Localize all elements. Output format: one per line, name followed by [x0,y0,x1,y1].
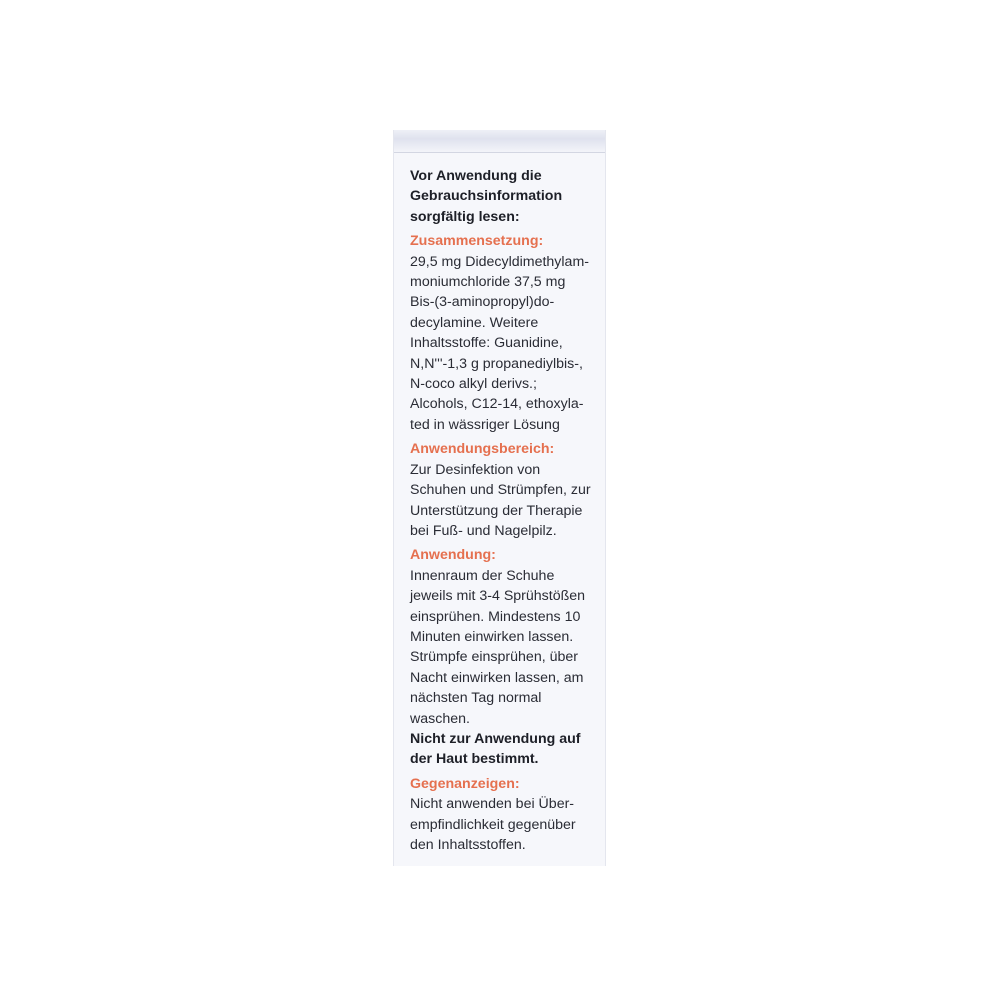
section-line: Zur Desinfektion von [410,461,541,478]
section-composition [410,231,606,435]
section-line: Nicht anwenden bei Über- [410,796,575,813]
section-contraindications [410,774,606,856]
section-line: Innenraum der Schuhe [410,567,555,584]
warning-line: Nicht zur Anwendung auf [410,730,581,747]
section-heading: Zusammensetzung: [410,233,544,250]
package-side-panel [393,130,606,866]
intro-line: Gebrauchsinformation [410,188,563,205]
section-line: Minuten einwirken lassen. [410,628,574,645]
section-line: den Inhaltsstoffen. [410,837,526,853]
section-line: ted in wässriger Lösung [410,416,560,433]
section-line: N,N'''-1,3 g propanediylbis-, [410,355,583,372]
intro-block [410,166,606,227]
section-area-of-use [410,439,606,541]
section-line: waschen. [410,710,470,727]
section-line: N-coco alkyl derivs.; [410,376,537,393]
warning-block [410,729,606,770]
section-line: Bis-(3-aminopropyl)do- [410,294,555,311]
section-application [410,545,606,729]
section-line: einsprühen. Mindestens 10 [410,608,581,625]
section-line: moniumchloride 37,5 mg [410,274,566,291]
intro-line: sorgfältig lesen: [410,208,520,225]
flap-fold-line [394,152,605,153]
package-top-flap [394,130,605,152]
section-line: Alcohols, C12-14, ethoxyla- [410,396,584,413]
section-line: bei Fuß- und Nagelpilz. [410,522,557,539]
warning-line: der Haut bestimmt. [410,751,539,768]
section-line: jeweils mit 3-4 Sprühstößen [410,588,586,605]
section-line: Nacht einwirken lassen, am [410,669,584,686]
section-line: empfindlichkeit gegenüber [410,816,576,833]
section-line: decylamine. Weitere [410,314,539,331]
section-line: nächsten Tag normal [410,690,542,707]
package-text [410,166,606,855]
section-heading: Anwendung: [410,547,496,564]
section-line: Unterstützung der Therapie [410,502,583,519]
section-line: Strümpfe einsprühen, über [410,649,578,666]
section-heading: Gegenanzeigen: [410,775,520,792]
intro-line: Vor Anwendung die [410,168,542,184]
section-line: Schuhen und Strümpfen, zur [410,482,591,499]
section-line: Inhaltsstoffe: Guanidine, [410,335,563,352]
section-heading: Anwendungsbereich: [410,441,555,458]
section-line: 29,5 mg Didecyldimethylam- [410,253,589,270]
